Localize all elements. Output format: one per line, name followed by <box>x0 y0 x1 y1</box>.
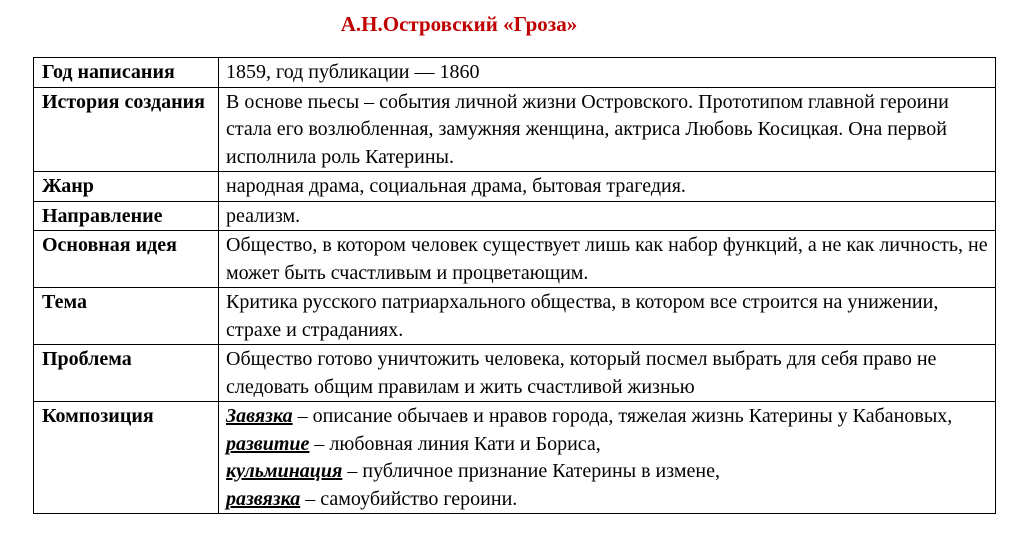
table-row <box>34 345 996 402</box>
table-row <box>34 87 996 172</box>
composition-text: – самоубийство героини. <box>300 487 518 510</box>
composition-term: развитие <box>226 432 310 455</box>
composition-text: – публичное признание Катерины в измене, <box>342 460 720 482</box>
info-table <box>33 57 996 514</box>
composition-item <box>226 431 989 459</box>
table-row <box>34 288 996 345</box>
table-row <box>34 172 996 202</box>
row-value: Общество, в котором человек существует лишь как набор функций, а не как личность, не может быть счастливым и процветающим. <box>219 231 996 288</box>
composition-term: кульминация <box>226 460 343 482</box>
row-label: Год написания <box>34 58 219 88</box>
row-value: реализм. <box>219 201 996 231</box>
composition-term: Завязка <box>226 405 293 427</box>
table-row <box>34 402 996 514</box>
row-label: Тема <box>34 288 219 345</box>
row-value: Общество готово уничтожить человека, который посмел выбрать для себя право не следовать общим правилам и жить счастливой жизнью <box>219 345 996 402</box>
row-value: Критика русского патриархального общества, в котором все строится на унижении, страхе и страданиях. <box>219 288 996 345</box>
row-label: Композиция <box>34 402 219 514</box>
row-label: Направление <box>34 201 219 231</box>
composition-term: развязка <box>226 487 301 510</box>
composition-item <box>226 486 989 514</box>
composition-item <box>226 403 989 431</box>
row-value: В основе пьесы – события личной жизни Островского. Прототипом главной героини стала его возлюбленная, замужняя женщина, актриса Любовь Косицкая. Она первой исполнила роль Катерины. <box>219 87 996 172</box>
row-label: Проблема <box>34 345 219 402</box>
table-row <box>34 58 996 88</box>
table-row <box>34 201 996 231</box>
page-title: А.Н.Островский «Гроза» <box>340 12 578 36</box>
composition-text: – любовная линия Кати и Бориса, <box>309 432 601 455</box>
row-value: народная драма, социальная драма, бытовая трагедия. <box>219 172 996 202</box>
row-value: 1859, год публикации — 1860 <box>219 58 996 88</box>
row-label: История создания <box>34 87 219 172</box>
row-label: Основная идея <box>34 231 219 288</box>
composition-text: – описание обычаев и нравов города, тяжелая жизнь Катерины у Кабановых, <box>292 405 953 427</box>
table-row <box>34 231 996 288</box>
composition-item <box>226 458 989 486</box>
row-label: Жанр <box>34 172 219 202</box>
composition-list <box>219 402 996 514</box>
